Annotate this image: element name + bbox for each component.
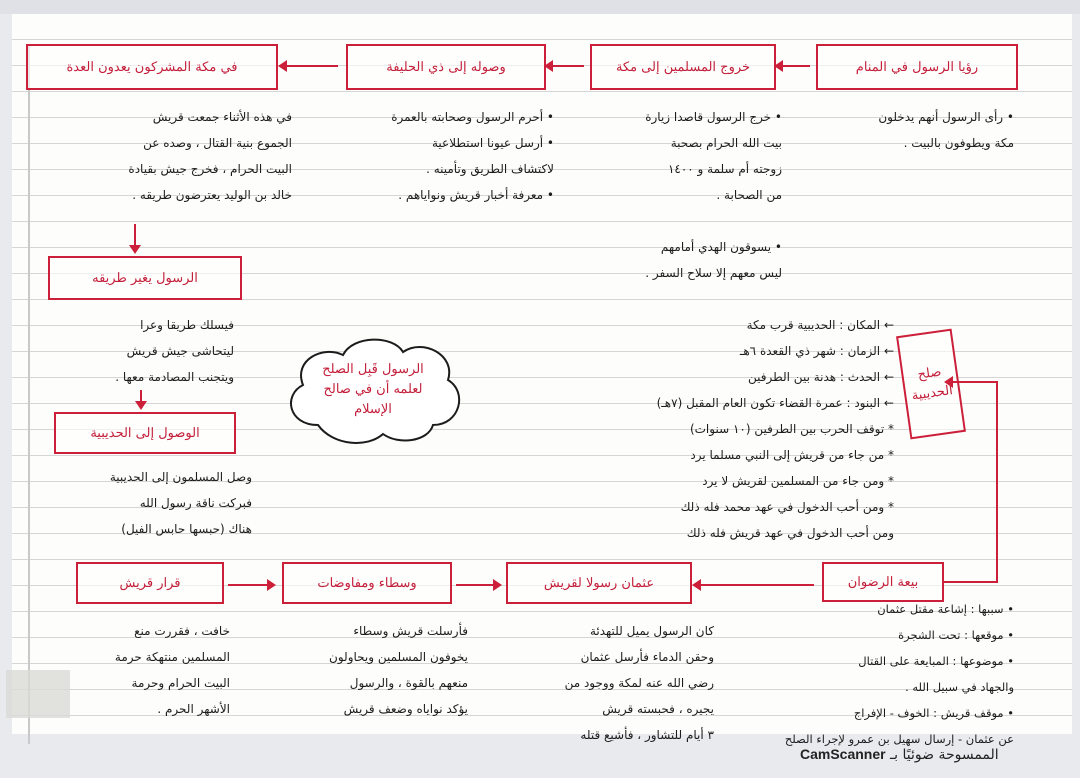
treaty-details: ← المكان : الحديبية قرب مكة ← الزمان : شهر ذي القعدة ٦هـ ← الحدث : هدنة بين الطرفين ← البنود : عمرة القضاء تكون العام المقبل (٧هـ) * توقف الحرب بين الطرفين (١٠ سنوات) * من جاء من قريش إلى النبي مسلما يرد * ومن جاء من المسلمين لقريش لا يرد * ومن أحب الدخول في عهد محمد فله ذلك ومن أحب الدخول في عهد قريش فله ذلك bbox=[656, 318, 894, 540]
box-route-change: الرسول يغير طريقه bbox=[48, 256, 242, 300]
top-strip bbox=[0, 0, 1080, 14]
cloud-text: الرسول قَبِل الصلح لعلمه أن في صالح الإسلام bbox=[322, 362, 424, 417]
quraysh-decision-text: خافت ، فقررت منع المسلمين منتهكة حرمة البيت الحرام وحرمة الأشهر الحرم . bbox=[114, 624, 230, 716]
arrow-down-2 bbox=[140, 390, 142, 406]
arrival-text: وصل المسلمون إلى الحديبية فبركت ناقة رسول الله هناك (حبسها حابس الفيل) bbox=[109, 470, 252, 536]
dream-text: • رأى الرسول أنهم يدخلون مكة ويطوفون بالبيت . bbox=[878, 110, 1014, 150]
box-uthman-envoy: عثمان رسولا لقريش bbox=[506, 562, 692, 604]
connector-arrowhead bbox=[944, 376, 953, 388]
arrow-row3-2 bbox=[456, 584, 500, 586]
box-ridwan-pledge: بيعة الرضوان bbox=[822, 562, 944, 602]
route-text: فيسلك طريقا وعرا ليتحاشى جيش قريش ويتجنب المصادمة معها . bbox=[115, 318, 234, 384]
box-mecca-polytheists: في مكة المشركون يعدون العدة bbox=[26, 44, 278, 90]
ridwan-text: • سببها : إشاعة مقتل عثمان • موقعها : تحت الشجرة • موضوعها : المبايعة على القتال والجهاد في سبيل الله . • موقف قريش : الخوف - الإفراج عن عثمان - إرسال سهيل بن عمرو لإجراء الصلح bbox=[784, 602, 1014, 746]
dhul-hulayfah-text: • أحرم الرسول وصحابته بالعمرة • أرسل عيونا استطلاعية لاكتشاف الطريق وتأمينه . • معرفة أخبار قريش ونواياهم . bbox=[391, 110, 554, 202]
connector-vertical bbox=[996, 382, 998, 582]
box-mediators: وسطاء ومفاوضات bbox=[282, 562, 452, 604]
arrow-down-1 bbox=[134, 224, 136, 250]
box-prophet-dream: رؤيا الرسول في المنام bbox=[816, 44, 1018, 90]
box-muslims-departure: خروج المسلمين إلى مكة bbox=[590, 44, 776, 90]
uthman-text: كان الرسول يميل للتهدئة وحقن الدماء فأرسل عثمان رضي الله عنه لمكة ووجود من يجيره ، فحبسته قريش ٣ أيام للتشاور ، فأشيع قتله bbox=[564, 624, 714, 742]
connector-top bbox=[950, 381, 998, 383]
arrow-left-2 bbox=[546, 65, 584, 67]
box-hudaybiyyah-treaty: صلح الحديبية bbox=[896, 329, 966, 440]
connector-bottom bbox=[942, 581, 998, 583]
arrow-row3-3 bbox=[228, 584, 274, 586]
arrow-row3-1 bbox=[694, 584, 814, 586]
arrow-left-1 bbox=[776, 65, 810, 67]
box-dhul-hulayfah: وصوله إلى ذي الحليفة bbox=[346, 44, 546, 90]
departure-text: • خرج الرسول قاصدا زيارة بيت الله الحرام بصحبة زوجته أم سلمة و ١٤٠٠ من الصحابة . • يسوقون الهدي أمامهم ليس معهم إلا سلاح السفر . bbox=[645, 110, 782, 280]
arrow-left-3 bbox=[280, 65, 338, 67]
box-arrival-hudaybiyyah: الوصول إلى الحديبية bbox=[54, 412, 236, 454]
mediators-text: فأرسلت قريش وسطاء يخوفون المسلمين ويحاولون منعهم بالقوة ، والرسول يؤكد نواياه وضعف قريش bbox=[329, 624, 468, 716]
mecca-text: في هذه الأثناء جمعت قريش الجموع بنية القتال ، وصده عن البيت الحرام ، فخرج جيش بقيادة خالد بن الوليد يعترضون طريقه . bbox=[128, 110, 292, 202]
corner-stamp bbox=[6, 670, 70, 718]
scanner-watermark: الممسوحة ضوئيًا بـ CamScanner bbox=[800, 746, 999, 763]
box-quraysh-decision: قرار قريش bbox=[76, 562, 224, 604]
